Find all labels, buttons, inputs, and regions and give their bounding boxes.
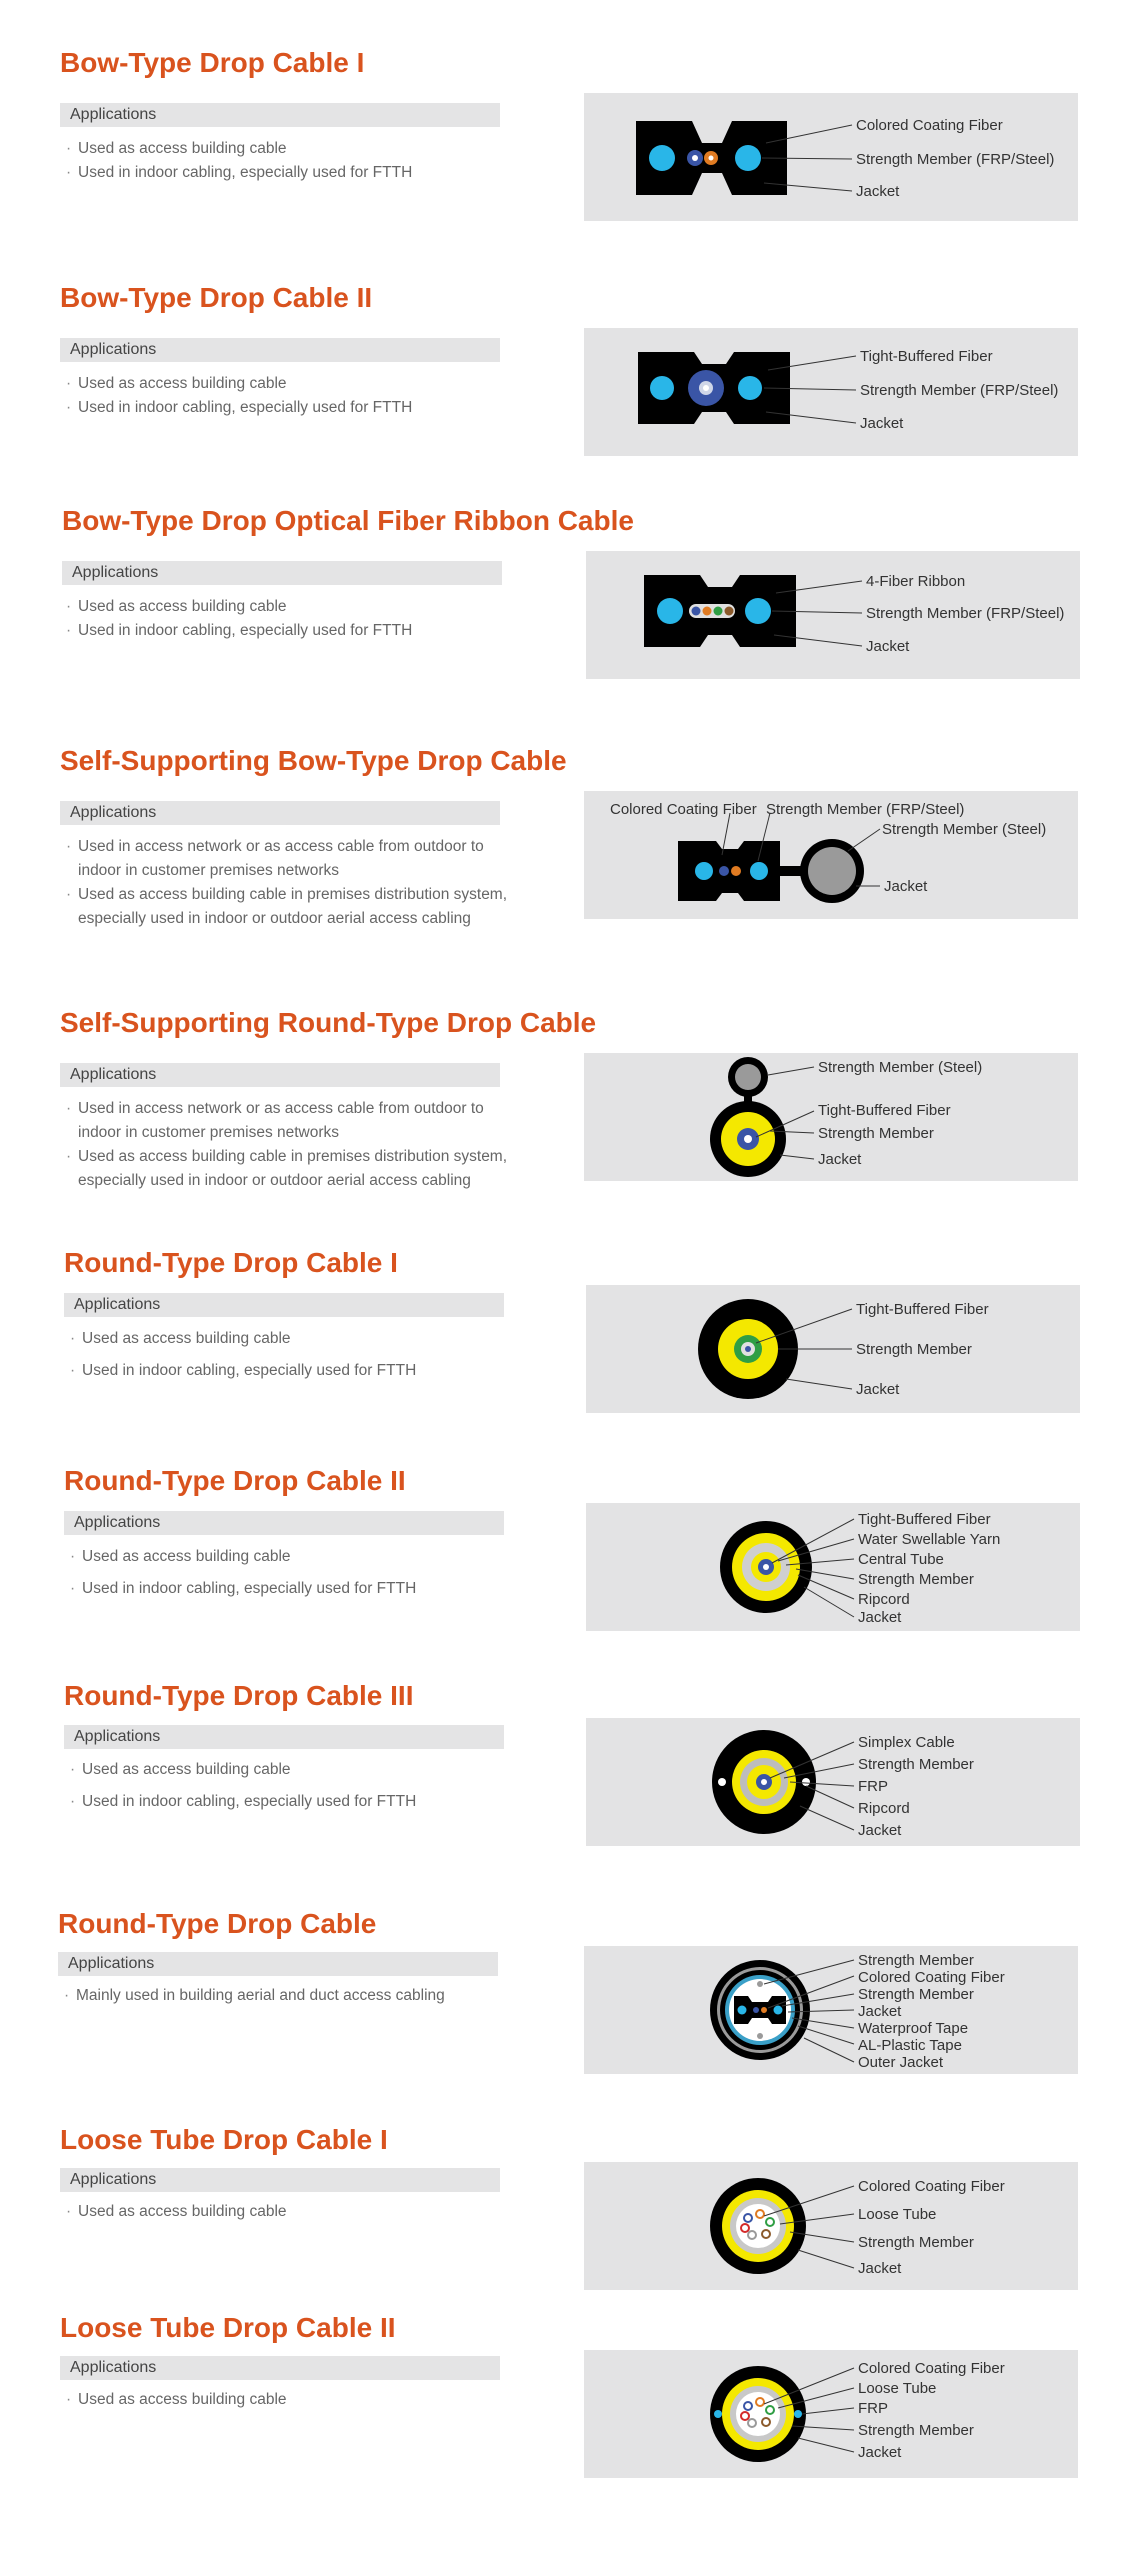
callout-label: Strength Member (Steel) (882, 821, 1047, 838)
cable-diagram (584, 328, 1078, 456)
callout-label: Jacket (858, 2260, 902, 2277)
cable-section (0, 503, 1135, 723)
applications-label: Applications (64, 1511, 504, 1535)
section-title: Loose Tube Drop Cable I (60, 2124, 388, 2155)
callout-label: Jacket (856, 1381, 900, 1398)
callout-label: Strength Member (FRP/Steel) (766, 801, 965, 818)
cable-section (0, 1678, 1135, 1898)
callout-label: Strength Member (Steel) (818, 1059, 983, 1076)
callout-label: Central Tube (858, 1551, 944, 1568)
application-bullet: · Used in indoor cabling, especially used for FTTH (70, 1577, 520, 1601)
loose-tube-cable-ii-image (584, 2350, 1078, 2478)
application-bullet: · Used as access building cable (70, 1327, 520, 1351)
callout-label: Ripcord (858, 1591, 910, 1608)
callout-label: Colored Coating Fiber (858, 1969, 1005, 1986)
application-bullet: · Used as access building cable in premises distribution system, (66, 1145, 536, 1169)
round-cable-cross-section-image (586, 1285, 1080, 1413)
callout-label: Jacket (884, 878, 928, 895)
application-bullet: · Used as access building cable (66, 595, 516, 619)
callout-label: Tight-Buffered Fiber (856, 1301, 989, 1318)
application-bullet: · Used in indoor cabling, especially used for FTTH (70, 1359, 520, 1383)
applications-label: Applications (62, 561, 502, 585)
section-title: Self-Supporting Round-Type Drop Cable (60, 1007, 597, 1038)
application-bullet: · Used in access network or as access cable from outdoor to (66, 835, 536, 859)
cable-diagram (586, 1503, 1080, 1631)
callout-label: Tight-Buffered Fiber (818, 1102, 951, 1119)
callout-label: Jacket (858, 2444, 902, 2461)
cable-diagram (584, 1053, 1078, 1181)
cable-section (0, 45, 1135, 265)
callout-label: Colored Coating Fiber (858, 2178, 1005, 2195)
application-bullet-continuation: indoor in customer premises networks (78, 1124, 340, 1141)
callout-label: Jacket (860, 415, 904, 432)
section-title: Round-Type Drop Cable II (64, 1465, 406, 1496)
callout-label: Strength Member (858, 1571, 974, 1588)
cable-section (0, 2122, 1135, 2342)
application-bullet-continuation: especially used in indoor or outdoor aerial access cabling (78, 1172, 471, 1189)
cable-diagram (584, 1946, 1078, 2074)
section-title: Bow-Type Drop Cable II (60, 282, 373, 313)
callout-label: Colored Coating Fiber (856, 117, 1003, 134)
application-bullet: · Used as access building cable in premises distribution system, (66, 883, 536, 907)
round-cable-ii-cross-section-image (586, 1503, 1080, 1631)
callout-label: FRP (858, 2400, 888, 2417)
callout-label: FRP (858, 1778, 888, 1795)
applications-label: Applications (58, 1952, 498, 1976)
application-bullet-continuation: especially used in indoor or outdoor aerial access cabling (78, 910, 471, 927)
self-supporting-bow-cable-image (584, 791, 1078, 919)
callout-label: Strength Member (858, 1952, 974, 1969)
application-bullet: · Used in indoor cabling, especially used for FTTH (70, 1790, 520, 1814)
cable-diagram (584, 2350, 1078, 2478)
cable-section (0, 2310, 1135, 2530)
cable-section (0, 1005, 1135, 1225)
callout-label: 4-Fiber Ribbon (866, 573, 966, 590)
cable-section (0, 1245, 1135, 1465)
callout-label: Strength Member (818, 1125, 934, 1142)
cable-diagram (584, 791, 1078, 919)
cable-diagram (586, 1718, 1080, 1846)
callout-label: Outer Jacket (858, 2054, 944, 2071)
application-bullet: · Used in indoor cabling, especially used for FTTH (66, 161, 516, 185)
application-bullet: · Used in access network or as access cable from outdoor to (66, 1097, 536, 1121)
applications-label: Applications (60, 2168, 500, 2192)
callout-label: Loose Tube (858, 2380, 937, 2397)
bow-type-cable-cross-section-image (584, 93, 1078, 221)
round-cable-taped-cross-section-image (584, 1946, 1078, 2074)
applications-label: Applications (64, 1725, 504, 1749)
section-title: Round-Type Drop Cable III (64, 1680, 414, 1711)
callout-label: Strength Member (FRP/Steel) (860, 382, 1059, 399)
callout-label: Strength Member (FRP/Steel) (856, 151, 1055, 168)
application-bullet: · Used as access building cable (66, 2200, 516, 2224)
callout-label: Waterproof Tape (858, 2020, 969, 2037)
callout-label: Colored Coating Fiber (858, 2360, 1005, 2377)
callout-label: Simplex Cable (858, 1734, 955, 1751)
callout-label: Strength Member (858, 2234, 974, 2251)
applications-label: Applications (60, 801, 500, 825)
applications-label: Applications (60, 1063, 500, 1087)
section-title: Round-Type Drop Cable (58, 1908, 377, 1939)
application-bullet: · Used as access building cable (66, 2388, 516, 2412)
applications-label: Applications (60, 338, 500, 362)
cable-diagram (584, 93, 1078, 221)
cable-diagram (586, 551, 1080, 679)
callout-label: AL-Plastic Tape (858, 2037, 962, 2054)
callout-label: Strength Member (FRP/Steel) (866, 605, 1065, 622)
callout-label: Jacket (818, 1151, 862, 1168)
section-title: Bow-Type Drop Optical Fiber Ribbon Cable (62, 505, 634, 536)
application-bullet: · Used as access building cable (66, 137, 516, 161)
callout-label: Jacket (866, 638, 910, 655)
section-title: Self-Supporting Bow-Type Drop Cable (60, 745, 567, 776)
applications-label: Applications (64, 1293, 504, 1317)
cable-section (0, 743, 1135, 963)
round-cable-iii-cross-section-image (586, 1718, 1080, 1846)
callout-label: Strength Member (858, 1986, 974, 2003)
callout-label: Tight-Buffered Fiber (860, 348, 993, 365)
cable-diagram (584, 2162, 1078, 2290)
callout-label: Jacket (858, 1822, 902, 1839)
application-bullet-continuation: indoor in customer premises networks (78, 862, 340, 879)
application-bullet: · Used as access building cable (66, 372, 516, 396)
self-supporting-round-cable-image (584, 1053, 1078, 1181)
application-bullet: · Used as access building cable (70, 1545, 520, 1569)
application-bullet: · Used in indoor cabling, especially used for FTTH (66, 619, 516, 643)
bow-type-cable-cross-section-image (584, 328, 1078, 456)
section-title: Loose Tube Drop Cable II (60, 2312, 396, 2343)
application-bullet: · Used as access building cable (70, 1758, 520, 1782)
cable-section (0, 1906, 1135, 2126)
callout-label: Jacket (858, 1609, 902, 1626)
callout-label: Colored Coating Fiber (610, 801, 757, 818)
ribbon-cable-cross-section-image (586, 551, 1080, 679)
callout-label: Tight-Buffered Fiber (858, 1511, 991, 1528)
callout-label: Strength Member (858, 1756, 974, 1773)
section-title: Bow-Type Drop Cable I (60, 47, 365, 78)
callout-label: Strength Member (858, 2422, 974, 2439)
callout-label: Loose Tube (858, 2206, 937, 2223)
callout-label: Jacket (856, 183, 900, 200)
application-bullet: · Used in indoor cabling, especially used for FTTH (66, 396, 516, 420)
cable-section (0, 280, 1135, 500)
applications-label: Applications (60, 2356, 500, 2380)
callout-label: Strength Member (856, 1341, 972, 1358)
callout-label: Water Swellable Yarn (858, 1531, 1001, 1548)
section-title: Round-Type Drop Cable I (64, 1247, 398, 1278)
application-bullet: · Mainly used in building aerial and duct access cabling (64, 1984, 514, 2008)
cable-section (0, 1463, 1135, 1683)
callout-label: Jacket (858, 2003, 902, 2020)
applications-label: Applications (60, 103, 500, 127)
callout-label: Ripcord (858, 1800, 910, 1817)
loose-tube-cable-i-image (584, 2162, 1078, 2290)
cable-diagram (586, 1285, 1080, 1413)
